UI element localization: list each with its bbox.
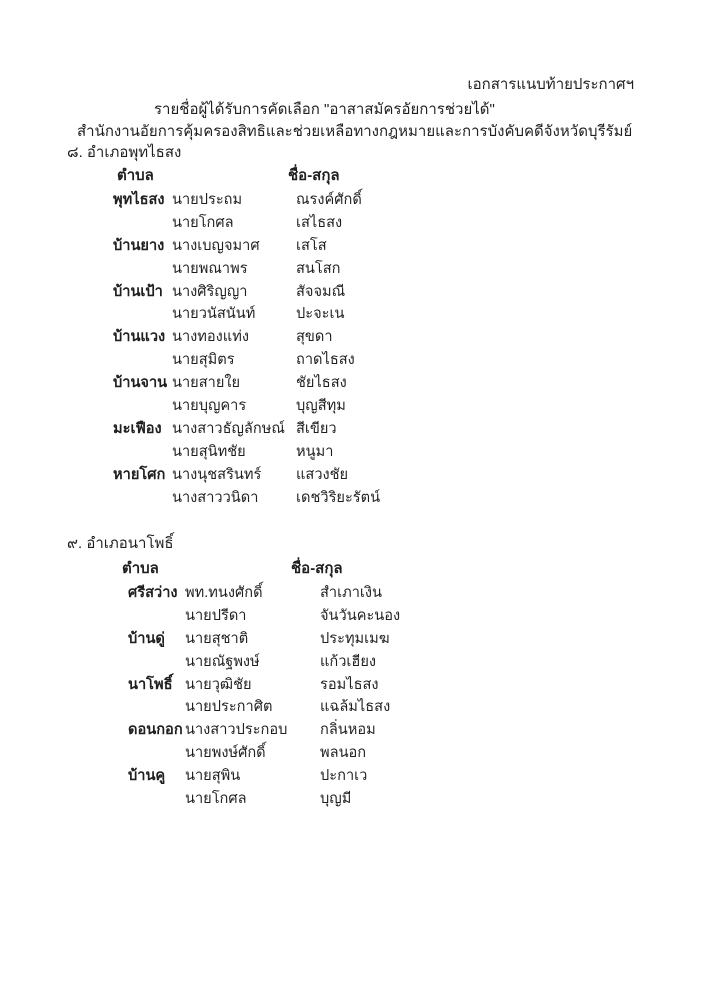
subdistrict-cell: บ้านดู่ (128, 630, 165, 647)
subdistrict-cell: บ้านยาง (113, 237, 165, 254)
subdistrict-cell: พุทไธสง (113, 191, 165, 208)
table-row (113, 211, 380, 234)
table-row (128, 764, 400, 787)
first-name-cell: นางสาวประกอบ (185, 722, 288, 739)
first-name-cell: นายสุพิน (185, 768, 241, 785)
table-row (113, 417, 380, 440)
surname-cell: หนูมา (296, 443, 334, 460)
first-name-cell: นายโกศล (185, 790, 247, 807)
subdistrict-cell: บ้านแวง (113, 329, 166, 346)
first-name-cell: นางสาววนิดา (172, 489, 259, 506)
name-list (113, 188, 380, 508)
surname-cell: สุขดา (296, 329, 333, 346)
first-name-cell: นายพงษ์ศักดิ์ (185, 745, 266, 762)
table-row (113, 188, 380, 211)
surname-cell: บุญสีทุม (296, 397, 346, 414)
first-name-cell: นายสุนิทชัย (172, 443, 246, 460)
table-row (113, 348, 380, 371)
table-row (113, 440, 380, 463)
table-row (128, 718, 400, 741)
column-header-name: ชื่อ-สกุล (288, 167, 340, 184)
subdistrict-cell: ดอนกอก (128, 722, 183, 739)
name-list (128, 581, 400, 810)
surname-cell: จันวันคะนอง (320, 607, 401, 624)
surname-cell: เสไธสง (296, 214, 343, 231)
table-row (128, 650, 400, 673)
surname-cell: สีเขียว (296, 420, 337, 437)
first-name-cell: นายสุมิตร (172, 352, 235, 369)
office-subtitle: สำนักงานอัยการคุ้มครองสิทธิและช่วยเหลือทางกฎหมายและการบังคับคดีจังหวัดบุรีรัมย์ (77, 123, 633, 140)
surname-cell: สนโสก (296, 260, 341, 277)
section-district-8 (0, 142, 707, 522)
subdistrict-cell: บ้านเป้า (113, 283, 163, 300)
surname-cell: บุญมี (320, 790, 352, 807)
table-row (128, 695, 400, 718)
surname-cell: แสวงชัย (296, 466, 349, 483)
first-name-cell: นายประกาศิต (185, 699, 273, 716)
surname-cell: รอมไธสง (320, 676, 379, 693)
table-row (113, 234, 380, 257)
first-name-cell: นายประถม (172, 191, 243, 208)
first-name-cell: นายปรีดา (185, 607, 247, 624)
first-name-cell: พท.ทนงศักดิ์ (185, 584, 263, 601)
subdistrict-cell: นาโพธิ์ (128, 676, 173, 693)
surname-cell: ชัยไธสง (296, 375, 347, 392)
table-row (113, 486, 380, 509)
subdistrict-cell: บ้านคู (128, 768, 166, 785)
table-row (128, 741, 400, 764)
table-row (113, 371, 380, 394)
first-name-cell: นายวนัสนันท์ (172, 306, 256, 323)
surname-cell: กลิ่นหอม (320, 722, 376, 739)
table-row (113, 394, 380, 417)
first-name-cell: นายณัฐพงษ์ (185, 653, 260, 670)
subdistrict-cell: บ้านจาน (113, 375, 168, 392)
table-row (113, 325, 380, 348)
column-header-subdistrict: ตำบล (117, 167, 154, 184)
first-name-cell: นางทองแท่ง (172, 329, 249, 346)
first-name-cell: นายสุชาติ (185, 630, 249, 647)
first-name-cell: นางเบญจมาศ (172, 237, 260, 254)
section-district-9 (0, 533, 707, 823)
surname-cell: ปะกาเว (320, 768, 368, 785)
subdistrict-cell: มะเฟือง (113, 420, 162, 437)
table-row (113, 302, 380, 325)
surname-cell: เสโส (296, 237, 327, 254)
table-row (113, 280, 380, 303)
surname-cell: พลนอก (320, 745, 367, 762)
table-row (128, 787, 400, 810)
table-row (128, 673, 400, 696)
district-heading: ๘. อำเภอพุทไธสง (67, 144, 182, 161)
column-header-subdistrict: ตำบล (122, 560, 159, 577)
column-header-name: ชื่อ-สกุล (291, 560, 343, 577)
table-row (128, 604, 400, 627)
surname-cell: ณรงค์ศักดิ์ (296, 191, 362, 208)
first-name-cell: นางนุชสรินทร์ (172, 466, 262, 483)
subdistrict-cell: หายโศก (113, 466, 166, 483)
table-row (128, 581, 400, 604)
first-name-cell: นายสายใย (172, 375, 241, 392)
document-title: รายชื่อผู้ได้รับการคัดเลือก "อาสาสมัครอัยการช่วยได้" (154, 101, 495, 118)
surname-cell: สัจจมณี (296, 283, 346, 300)
surname-cell: สำเภาเงิน (320, 584, 382, 601)
table-row (113, 463, 380, 486)
table-row (128, 627, 400, 650)
first-name-cell: นายวุฒิชัย (185, 676, 252, 693)
first-name-cell: นายบุญคาร (172, 397, 247, 414)
first-name-cell: นายโกศล (172, 214, 234, 231)
first-name-cell: นายพณาพร (172, 260, 248, 277)
surname-cell: ประทุมเมฆ (320, 630, 390, 647)
surname-cell: แฉล้มไธสง (320, 699, 391, 716)
first-name-cell: นางศิริญญา (172, 283, 248, 300)
surname-cell: ปะจะเน (296, 306, 345, 323)
attachment-note: เอกสารแนบท้ายประกาศฯ (467, 76, 634, 93)
table-row (113, 257, 380, 280)
surname-cell: เดชวิริยะรัตน์ (296, 489, 381, 506)
first-name-cell: นางสาวธัญลักษณ์ (172, 420, 285, 437)
surname-cell: แก้วเฮียง (320, 653, 377, 670)
subdistrict-cell: ศรีสว่าง (128, 584, 178, 601)
surname-cell: ถาดไธสง (296, 352, 355, 369)
district-heading: ๙. อำเภอนาโพธิ์ (67, 535, 174, 552)
